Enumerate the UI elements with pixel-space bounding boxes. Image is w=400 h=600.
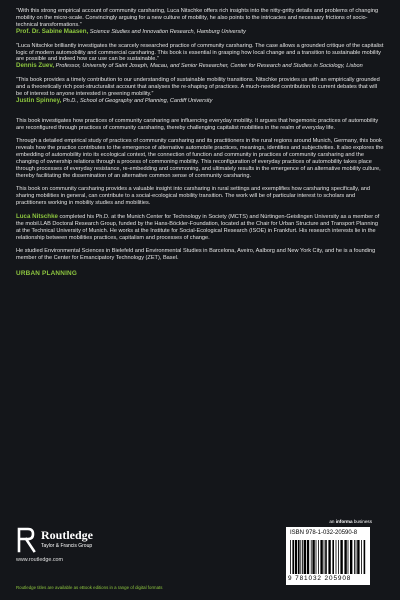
isbn-text: ISBN 978-1-032-20590-8 xyxy=(290,530,358,536)
description-paragraph-2: Through a detailed empirical study of practices of community carsharing and its practitioners in the rural regions around Munich, Germany, this book reveals how the practice contributes to the emergence of alternative automobile practices, meanings, identities and subjectivities. It also explores the embedding of automobility into its ecological context, the connection of function and community in practices of community carsharing and the changing of ownership relations through a process of commoning mobility. This reconfiguration of everyday practices of automobility takes place through processes of everyday resistance, re-embedding and commoning, and ultimately results in the emergence of an alternative mobility culture, thereby facilitating the dissemination of an alternative common sense of community carsharing. xyxy=(16,137,384,179)
informa-tagline: an informa business xyxy=(329,519,372,524)
review-quote: “This book provides a timely contribution to our understanding of sustainable mobility transitions. Nitschke provides us with an empirically grounded and a theoretically rich post-structuralist account that analyses the re-shaping of practices. A much-needed contribution to current debates that will be of interest to anyone interested in greening mobility.” xyxy=(16,77,380,98)
author-bio xyxy=(16,213,384,242)
author-bio-text: completed his Ph.D. at the Munich Center for Technology in Society (MCTS) and Nürtingen-Geislingen University as a member of the mobil.LAB Doctoral Research Group, funded by the Hans-Böckler-Foundation, located at the Chair for Urban Structure and Transport Planning at the Technical University of Munich. He works at the Institute for Social-Ecological Research (ISOE) in Frankfurt. His research interests lie in the relationship between mobilities practices, capitalism and processes of change. xyxy=(16,213,380,241)
publisher-url[interactable]: www.routledge.com xyxy=(16,557,64,563)
review-attribution xyxy=(16,29,384,36)
reviewer-affiliation: Ph.D., School of Geography and Planning, Cardiff University xyxy=(62,97,213,104)
publisher-name: Routledge xyxy=(41,528,93,542)
review-attribution xyxy=(16,63,384,70)
barcode-icon xyxy=(290,540,366,574)
review-attribution xyxy=(16,98,384,105)
ebook-note: Routledge titles are available as eBook editions in a range of digital formats xyxy=(16,585,163,590)
description-paragraph-1: This book investigates how practices of community carsharing are influencing everyday mobility. It argues that hegemonic practices of automobility are reconfigured through practices of community carsharing, thereby challenging capitalist mobilities in the realm of everyday life. xyxy=(16,117,379,131)
review-quote: “Luca Nitschke brilliantly investigates the scarcely researched practice of community carsharing. The case allows a grounded critique of the capitalist logic of modern automobility and commercial carsharing. This book is essential in grasping how local change and a transition to sustainable mobility are possible and indeed how car use can be sustainable.” xyxy=(16,42,384,63)
author-name: Luca Nitschke xyxy=(16,212,58,220)
reviewer-affiliation: Science Studies and Innovation Research, Hamburg University xyxy=(89,28,246,35)
publisher-subtitle: Taylor & Francis Group xyxy=(41,543,93,549)
description-paragraph-3: This book on community carsharing provides a valuable insight into carsharing in rural settings and exemplifies how carsharing specifically, and sharing mobilities in general, can contribute to a social-ecological mobility transition. The work will be of particular interest to scholars and practitioners working in mobility studies and mobilities. xyxy=(16,185,371,206)
reviewer-name: Dennis Zuev, xyxy=(16,62,55,70)
reviewer-name: Justin Spinney, xyxy=(16,96,62,104)
review-3 xyxy=(16,77,384,105)
review-2 xyxy=(16,43,384,71)
review-1 xyxy=(16,8,384,36)
barcode-number: 9 781032 205908 xyxy=(288,575,352,582)
reviewer-name: Prof. Dr. Sabine Maasen, xyxy=(16,27,89,35)
subject-category: URBAN PLANNING xyxy=(16,269,78,277)
review-quote: “With this strong empirical account of community carsharing, Luca Nitschke offers rich insights into the nitty-gritty details and problems of changing mobility on the micro-scale. Convincingly arguing for a new culture of mobility, he also points to the intricacies and necessary frictions of socio-technical transformations.” xyxy=(16,8,379,28)
author-bio-2: He studied Environmental Sciences in Bielefeld and Environmental Studies in Barcelona, Aveiro, Aalborg and New York City, and he is a founding member of the Center for Emancipatory Technology (ZET), Basel. xyxy=(16,247,376,261)
routledge-logo-icon xyxy=(16,527,38,553)
isbn-barcode xyxy=(286,527,370,585)
reviewer-affiliation: Professor, University of Saint Joseph, Macau, and Senior Researcher, Center for Research and Studies in Sociology, Lisbon xyxy=(55,63,363,70)
